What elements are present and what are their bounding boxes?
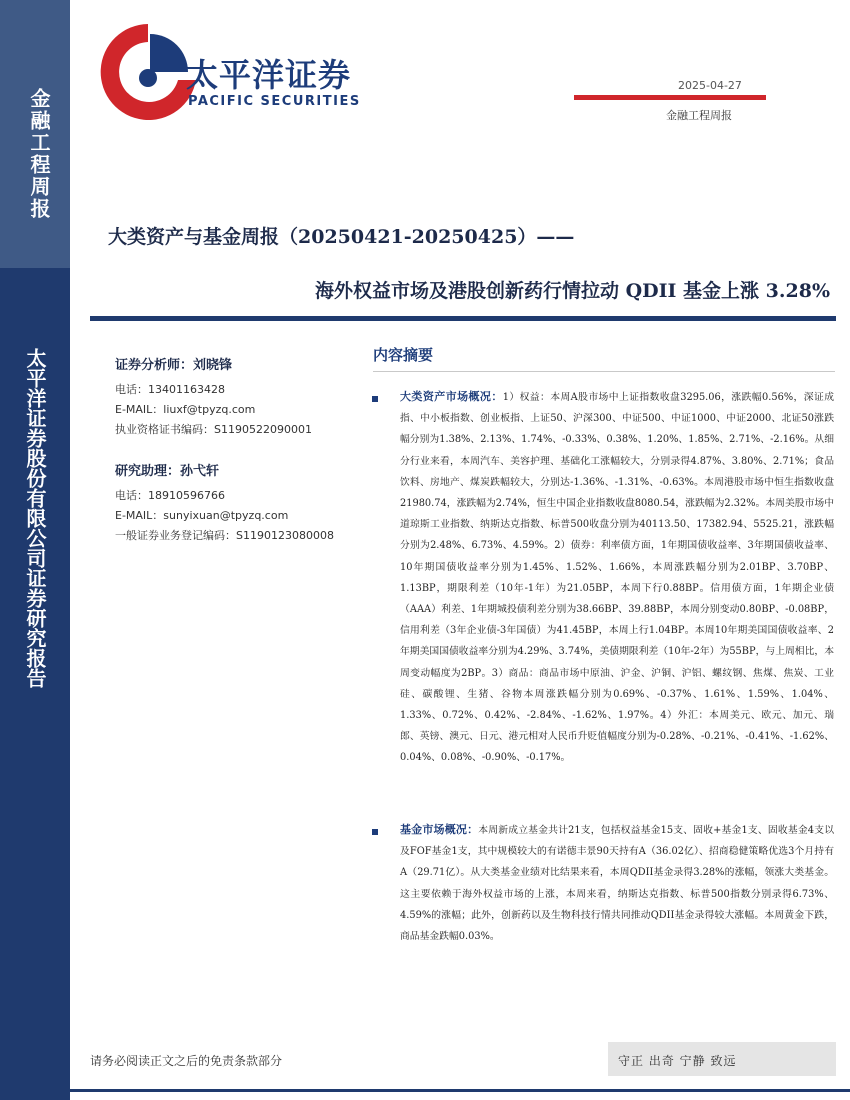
report-title-line1: 大类资产与基金周报（20250421-20250425）—— xyxy=(108,226,575,248)
footer-rule xyxy=(70,1089,850,1092)
assistant-name: 研究助理：孙弋轩 xyxy=(115,464,220,479)
analyst-info xyxy=(115,354,312,440)
assistant-license: 一般证券业务登记编码：S1190123080008 xyxy=(115,529,334,542)
analyst-name: 证券分析师：刘晓锋 xyxy=(115,358,233,373)
logo-name-en: PACIFIC SECURITIES xyxy=(188,94,361,109)
title-divider xyxy=(90,316,836,321)
bullet-square-icon xyxy=(372,396,378,402)
section-lead: 基金市场概况： xyxy=(400,823,479,836)
company-motto: 守正 出奇 宁静 致远 xyxy=(618,1054,737,1068)
logo-name-cn: 太平洋证券 xyxy=(186,56,352,94)
abstract-heading: 内容摘要 xyxy=(373,346,434,364)
report-date: 2025-04-27 xyxy=(678,79,742,92)
bullet-square-icon xyxy=(372,829,378,835)
assistant-phone: 电话：18910596766 xyxy=(115,489,225,502)
sidebar-company-label: 太平洋证券股份有限公司证券研究报告 xyxy=(23,348,47,688)
asset-market-summary xyxy=(400,386,834,769)
report-type: 金融工程周报 xyxy=(666,109,732,122)
abstract-divider xyxy=(373,371,835,372)
section-lead: 大类资产市场概况： xyxy=(400,390,503,403)
section-text: 1）权益：本周A股市场中上证指数收盘3295.06，涨跌幅0.56%，深证成指、中小板指数、创业板指、上证50、沪深300、中证500、中证1000、中证2000、北证50涨跌幅分别为1.38%、2.13%、1.74%、-0.33%、0.38%、1.20%、1.85%、2.71%、-2.16%。从细分行业来看，本周汽车、美容护理、基础化工涨幅较大，分别录得4.87%、3.80%、2.71%；食品饮料、房地产、煤炭跌幅较大，分别达-1.36%、-1.31%、-0.63%。本周港股市场中恒生指数收盘21980.74，涨跌幅为2.74%，恒生中国企业指数收盘8080.54，涨跌幅为2.32%。本周美股市场中道琼斯工业指数、纳斯达克指数、标普500收盘分别为40113.50、17382.94、5525.21，涨跌幅分别为2.48%、6.73%、4.59%。2）债券：利率债方面，1年期国债收益率、3年期国债收益率、10年期国债收益率分别为1.45%、1.52%、1.66%，本周涨跌幅分别为2.01BP、3.70BP、1.13BP，期限利差（10年-1年）为21.05BP，本周下行0.88BP。信用债方面，1年期企业债（AAA）利差、1年期城投债利差分别为38.66BP、39.88BP，本周分别变动0.80BP、-0.08BP，信用利差（3年企业债-3年国债）为41.45BP，本周上行1.04BP。本周10年期美国国债收益率、2年期美国国债收益率分别为4.29%、3.74%，美债期限利差（10年-2年）为55BP，与上周相比，本周变动幅度为2BP。3）商品：商品市场中原油、沪金、沪铜、沪铝、螺纹钢、焦煤、焦炭、工业硅、碳酸锂、生猪、谷物本周涨跌幅分别为0.69%、-0.37%、1.61%、1.59%、1.04%、1.33%、0.72%、0.42%、-2.84%、-1.62%、1.97%。4）外汇：本周美元、欧元、加元、瑞郎、英镑、澳元、日元、港元相对人民币升贬值幅度分别为-0.28%、-0.21%、-0.41%、-1.62%、0.04%、0.08%、-0.90%、-0.17%。 xyxy=(400,392,834,764)
sidebar-section-label: 金融工程周报 xyxy=(27,88,51,220)
disclaimer-note: 请务必阅读正文之后的免责条款部分 xyxy=(90,1054,283,1068)
assistant-info xyxy=(115,460,334,546)
analyst-phone: 电话：13401163428 xyxy=(115,383,225,396)
header-divider xyxy=(574,95,766,100)
fund-market-summary xyxy=(400,819,834,947)
section-text: 本周新成立基金共计21支，包括权益基金15支、固收+基金1支、固收基金4支以及FOF基金1支，其中规模较大的有诺德丰景90天持有A（36.02亿）、招商稳健策略优选3个月持有A（29.71亿）。从大类基金业绩对比结果来看，本周QDII基金录得3.28%的涨幅，领涨大类基金。这主要依赖于海外权益市场的上涨，本周来看，纳斯达克指数、标普500指数分别录得6.73%、4.59%的涨幅；此外，创新药以及生物科技行情共同推动QDII基金录得较大涨幅。本周黄金下跌，商品基金跌幅0.03%。 xyxy=(400,825,834,943)
assistant-email: E-MAIL：sunyixuan@tpyzq.com xyxy=(115,509,289,522)
analyst-license: 执业资格证书编码：S1190522090001 xyxy=(115,423,312,436)
report-title-line2: 海外权益市场及港股创新药行情拉动 QDII 基金上涨 3.28% xyxy=(315,280,830,302)
analyst-email: E-MAIL：liuxf@tpyzq.com xyxy=(115,403,256,416)
